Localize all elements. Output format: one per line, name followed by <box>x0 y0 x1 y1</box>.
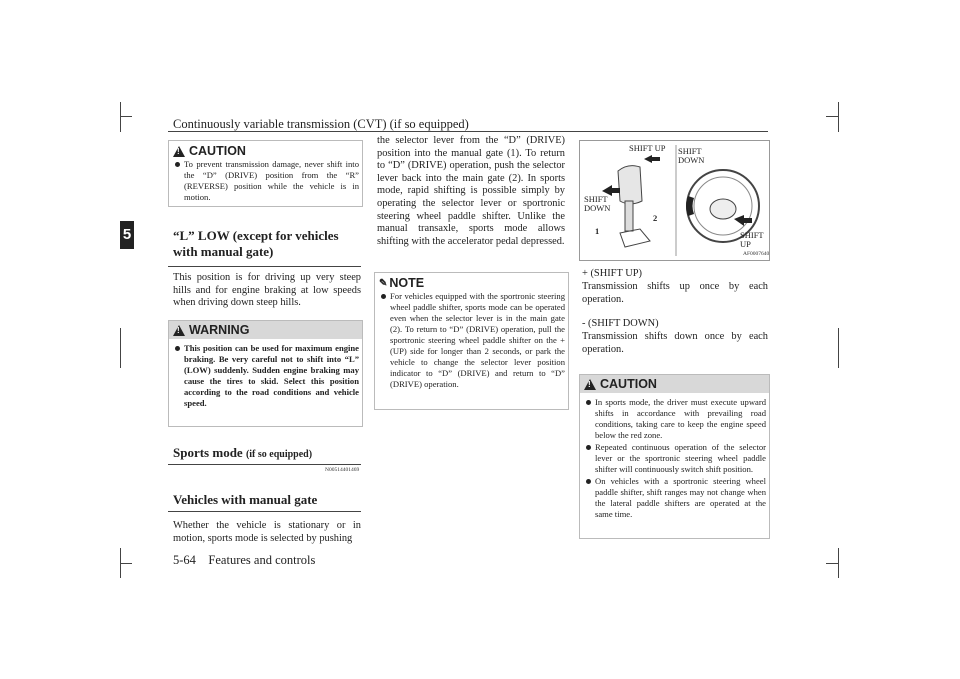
label-shift-up-right: SHIFT UP <box>740 230 764 249</box>
page-number: 5-64 <box>173 553 196 567</box>
header-rule <box>168 131 768 132</box>
label-num-1: 1 <box>595 226 600 236</box>
page-footer <box>173 553 315 568</box>
crop-mark <box>120 563 132 564</box>
list-item: Repeated continuous operation of the selector lever or the sportronic steering wheel paddle shifter will continuously switch shift position. <box>585 442 766 475</box>
caution-box <box>168 140 363 207</box>
list-item: For vehicles equipped with the sportronic steering wheel paddle shifter, sports mode can be operated even when the selector lever is in the main gate (2). To return to “D” (DRIVE) operation, pull the sportronic steering wheel paddle shifter on the +(UP) side for longer than 2 seconds, or park the vehicle to change the selector lever position indicator to “D” (DRIVE) and return to “D” (DRIVE) operation. <box>380 291 565 390</box>
label-num-2: 2 <box>653 213 658 223</box>
heading-sports: Sports mode (if so equipped) <box>173 445 313 460</box>
note-box <box>374 272 569 410</box>
caution-title: ! CAUTION <box>173 144 246 158</box>
list-item: To prevent transmission damage, never shift into the “D” (DRIVE) position from the “R” (REVERSE) position while the vehicle is in motion. <box>174 159 359 203</box>
caution-icon <box>173 146 185 157</box>
crop-mark <box>838 548 839 578</box>
shift-up-text: Transmission shifts up once by each operation. <box>582 281 768 305</box>
page-header-title: Continuously variable transmission (CVT) (if so equipped) <box>173 117 469 131</box>
shift-down-title: - (SHIFT DOWN) <box>582 318 659 329</box>
heading-manual: Vehicles with manual gate <box>173 492 318 507</box>
caution-icon <box>584 379 596 390</box>
heading-low: “L” LOW (except for vehicles with manual gate) <box>173 228 339 259</box>
caution-title: ! CAUTION <box>580 375 769 393</box>
sports-mode-text: the selector lever from the “D” (DRIVE) position into the manual gate (1). To return to “D” (DRIVE) operation, push the selector lever back into the main gate (2). In sports mode, rapid shifting is possible simply by operating the selector lever or sportronic steering wheel paddle shifter. Unlike the manual transaxle, sports mode allows shifting with the accelerator pedal depressed. <box>377 135 565 247</box>
registration-mark <box>838 328 839 368</box>
manual-text: Whether the vehicle is stationary or in motion, sports mode is selected by pushing <box>173 520 361 544</box>
shift-down-text: Transmission shifts down once by each operation. <box>582 331 768 355</box>
warning-box <box>168 320 363 427</box>
heading-rule <box>168 266 361 267</box>
caution-box <box>579 374 770 539</box>
list-item: In sports mode, the driver must execute upward shifts in accordance with prevailing road conditions, taking care to keep the engine speed below the red zone. <box>585 397 766 441</box>
note-icon: ✎ <box>379 277 388 289</box>
crop-mark <box>120 102 121 132</box>
heading-rule <box>168 464 361 465</box>
shifter-figure <box>579 140 770 261</box>
section-tab: 5 <box>120 221 134 249</box>
warning-title: ! WARNING <box>169 321 362 339</box>
list-item: This position can be used for maximum engine braking. Be very careful not to shift into “L” (LOW) suddenly. Sudden engine braking may cause the tires to skid. Select this position according to the road conditions and vehicle speed. <box>174 343 359 409</box>
footer-section: Features and controls <box>208 553 316 567</box>
crop-mark <box>838 102 839 132</box>
label-shift-down-right: SHIFT DOWN <box>678 146 705 165</box>
note-title: ✎ NOTE <box>379 276 425 290</box>
crop-mark <box>826 116 838 117</box>
registration-mark <box>120 328 121 368</box>
crop-mark <box>826 563 838 564</box>
low-text: This position is for driving up very steep hills and for engine braking at low speeds when driving down steep hills. <box>173 272 361 309</box>
figure-code: AF0007640 <box>743 251 770 257</box>
heading-rule <box>168 511 361 512</box>
reference-code: N00514401469 <box>325 467 360 473</box>
warning-icon <box>173 325 185 336</box>
crop-mark <box>120 116 132 117</box>
label-shift-up: SHIFT UP <box>629 143 666 153</box>
list-item: On vehicles with a sportronic steering wheel paddle shifter, shift ranges may not change when the lateral paddle shifters are operated at the same time. <box>585 476 766 520</box>
shift-up-title: + (SHIFT UP) <box>582 268 642 279</box>
label-shift-down-left: SHIFT DOWN <box>584 194 611 213</box>
